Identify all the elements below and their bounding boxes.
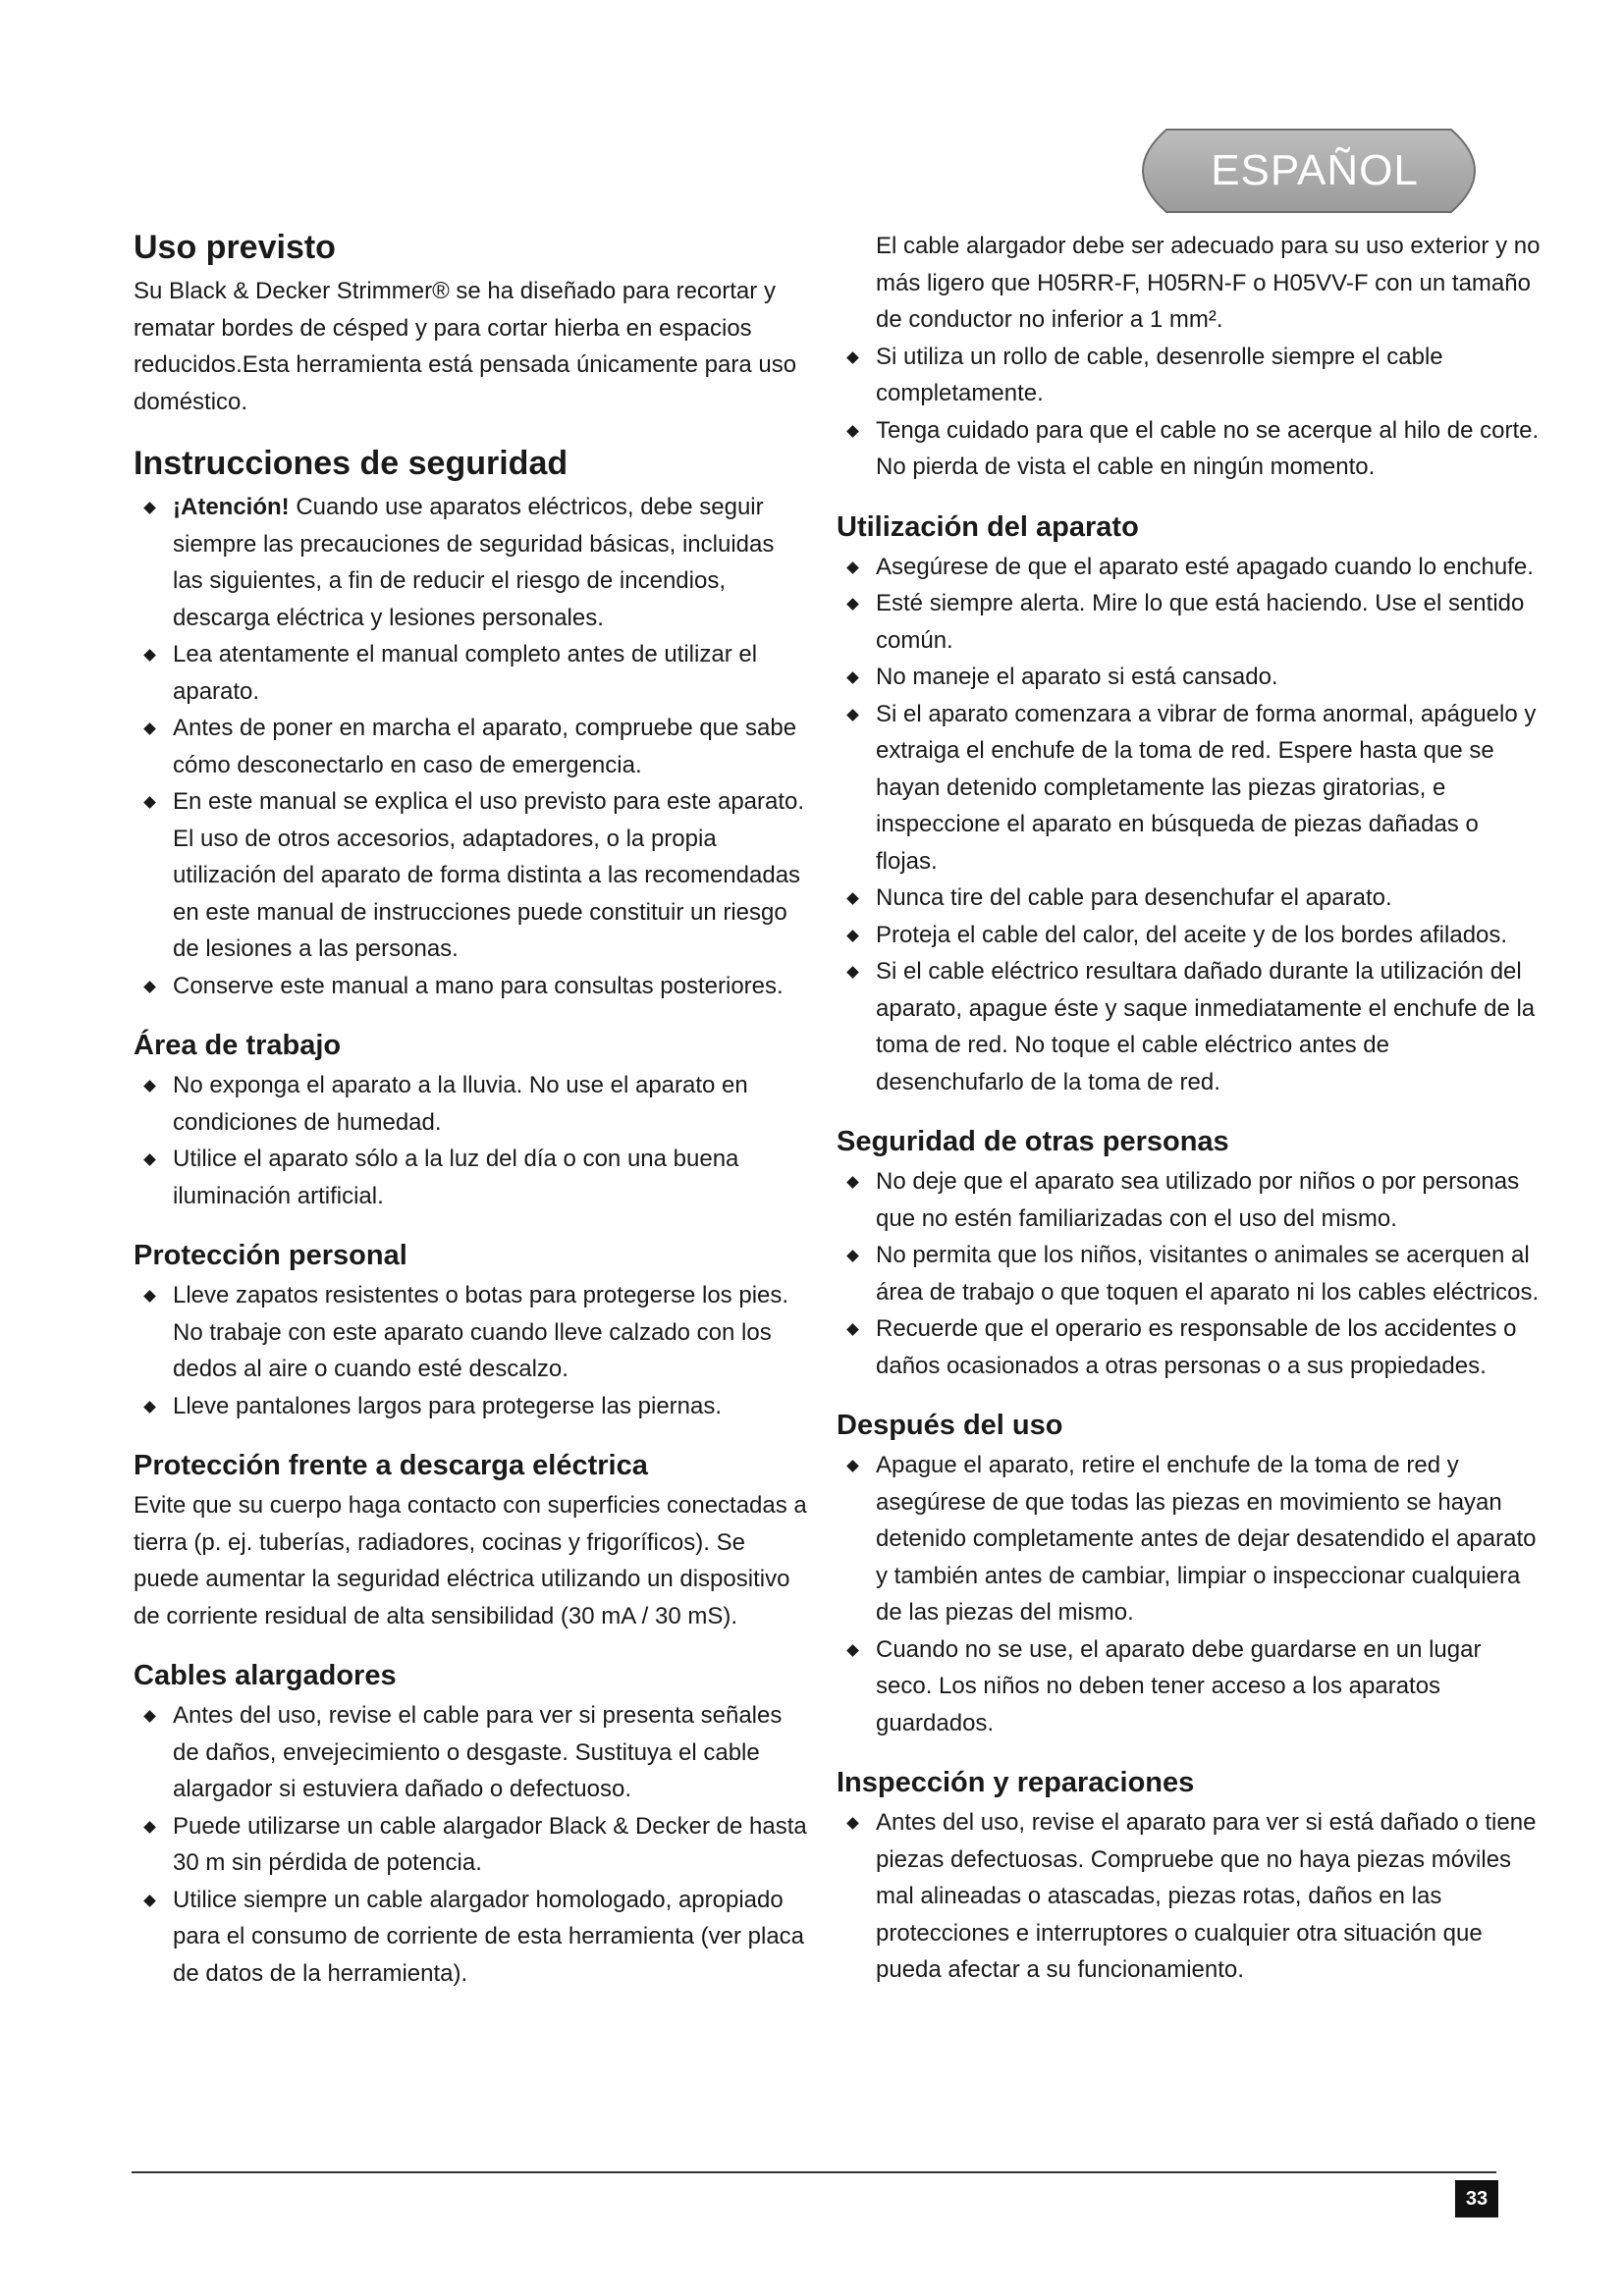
list-item-text: Lleve zapatos resistentes o botas para protegerse los pies. No trabaje con este aparato cuando lleve calzado con los dedos al aire o cuando esté descalzo. bbox=[173, 1282, 789, 1382]
section-title: Área de trabajo bbox=[134, 1030, 342, 1061]
bullet-diamond-icon bbox=[846, 709, 859, 721]
list-item-text: Lleve pantalones largos para protegerse las piernas. bbox=[173, 1392, 723, 1419]
bullet-diamond-icon bbox=[846, 1460, 859, 1472]
language-badge bbox=[1127, 126, 1502, 216]
bullet-diamond-icon bbox=[143, 981, 156, 993]
bullet-list bbox=[837, 549, 1543, 1101]
list-item bbox=[134, 710, 809, 783]
list-item bbox=[134, 1067, 809, 1141]
section-proteccion-personal bbox=[134, 1238, 809, 1424]
bullet-list bbox=[134, 1697, 809, 1992]
bullet-diamond-icon bbox=[846, 561, 859, 574]
list-item bbox=[134, 636, 809, 710]
page-number: 33 bbox=[1455, 2180, 1498, 2217]
bullet-list bbox=[837, 1447, 1543, 1741]
list-item bbox=[837, 1163, 1543, 1237]
section-title: Protección personal bbox=[134, 1240, 407, 1271]
bullet-diamond-icon bbox=[846, 1176, 859, 1189]
list-item-text: Lea atentamente el manual completo antes de utilizar el aparato. bbox=[173, 641, 758, 705]
bullet-diamond-icon bbox=[846, 892, 859, 905]
bullet-diamond-icon bbox=[143, 502, 156, 514]
bullet-diamond-icon bbox=[846, 966, 859, 979]
bullet-diamond-icon bbox=[143, 1401, 156, 1414]
list-item-text: Esté siempre alerta. Mire lo que está haciendo. Use el sentido común. bbox=[876, 590, 1525, 654]
section-otras-personas bbox=[837, 1124, 1543, 1384]
list-item bbox=[134, 1388, 809, 1425]
list-item bbox=[837, 549, 1543, 586]
section-text: Evite que su cuerpo haga contacto con superficies conectadas a tierra (p. ej. tuberías, radiadores, cocinas y frigoríficos). Se puede aumentar la seguridad eléctrica utilizando un dispositivo de corriente residual de alta sensibilidad (30 mA / 30 mS). bbox=[134, 1492, 807, 1629]
list-item-text: Recuerde que el operario es responsable de los accidentes o daños ocasionados a otras personas o a sus propiedades. bbox=[876, 1315, 1517, 1379]
list-item-text: Proteja el cable del calor, del aceite y de los bordes afilados. bbox=[876, 921, 1508, 948]
list-item bbox=[837, 585, 1543, 659]
list-item-text: No maneje el aparato si está cansado. bbox=[876, 664, 1278, 690]
bullet-diamond-icon bbox=[143, 722, 156, 735]
list-item bbox=[837, 880, 1543, 917]
list-item-text: En este manual se explica el uso previsto para este aparato. El uso de otros accesorios, adaptadores, o la propia utilización del aparato de forma distinta a las recomendadas en este manual de instrucciones puede constituir un riesgo de lesiones a las personas. bbox=[173, 788, 805, 962]
bullet-diamond-icon bbox=[846, 425, 859, 438]
list-item-text: Puede utilizarse un cable alargador Black & Decker de hasta 30 m sin pérdida de potencia. bbox=[173, 1812, 807, 1876]
section-despues-uso bbox=[837, 1408, 1543, 1741]
list-item-text: No permita que los niños, visitantes o animales se acerquen al área de trabajo o que toquen el aparato ni los cables eléctricos. bbox=[876, 1242, 1540, 1306]
list-item bbox=[837, 1310, 1543, 1384]
footer-divider bbox=[132, 2171, 1496, 2173]
bullet-diamond-icon bbox=[846, 671, 859, 684]
bullet-diamond-icon bbox=[846, 1644, 859, 1657]
list-item bbox=[837, 412, 1543, 486]
list-item bbox=[837, 1447, 1543, 1631]
list-item bbox=[134, 968, 809, 1005]
bullet-diamond-icon bbox=[143, 1710, 156, 1723]
list-item bbox=[837, 659, 1543, 696]
list-item bbox=[134, 1141, 809, 1214]
list-item-text: Conserve este manual a mano para consultas posteriores. bbox=[173, 972, 784, 999]
bullet-diamond-icon bbox=[846, 598, 859, 611]
list-item-text: Si el aparato comenzara a vibrar de forma anormal, apáguelo y extraiga el enchufe de la toma de red. Espere hasta que se hayan detenido completamente las piezas giratorias, e inspeccione el aparato en búsqueda de piezas dañadas o flojas. bbox=[876, 700, 1537, 875]
bullet-diamond-icon bbox=[846, 1250, 859, 1262]
section-descarga-electrica bbox=[134, 1448, 809, 1634]
list-item bbox=[837, 1804, 1543, 1989]
bullet-diamond-icon bbox=[143, 1290, 156, 1303]
bullet-diamond-icon bbox=[846, 351, 859, 364]
section-title: Seguridad de otras personas bbox=[837, 1126, 1229, 1157]
section-title: Instrucciones de seguridad bbox=[134, 445, 568, 482]
section-cables-continuacion bbox=[837, 228, 1543, 486]
bullet-diamond-icon bbox=[143, 1821, 156, 1834]
section-title: Después del uso bbox=[837, 1410, 1063, 1441]
section-text: El cable alargador debe ser adecuado para su uso exterior y no más ligero que H05RR-F, H05RN-F o H05VV-F con un tamaño de conductor no inferior a 1 mm². bbox=[876, 233, 1541, 333]
section-inspeccion-reparaciones bbox=[837, 1765, 1543, 1989]
list-item bbox=[837, 917, 1543, 954]
list-item bbox=[134, 1277, 809, 1388]
bullet-diamond-icon bbox=[846, 930, 859, 942]
list-item-text: No exponga el aparato a la lluvia. No use el aparato en condiciones de humedad. bbox=[173, 1072, 748, 1136]
bullet-list bbox=[134, 1067, 809, 1214]
bullet-list bbox=[837, 1804, 1543, 1989]
list-item bbox=[134, 489, 809, 636]
bullet-diamond-icon bbox=[143, 796, 156, 809]
list-item-text: Si utiliza un rollo de cable, desenrolle siempre el cable completamente. bbox=[876, 343, 1443, 406]
section-utilizacion-aparato bbox=[837, 509, 1543, 1101]
section-instrucciones-seguridad bbox=[134, 444, 809, 1004]
section-title: Uso previsto bbox=[134, 229, 336, 266]
left-column bbox=[134, 228, 809, 2015]
list-item-text: Si el cable eléctrico resultara dañado durante la utilización del aparato, apague éste y saque inmediatamente el enchufe de la toma de red. No toque el cable eléctrico antes de desenchufarlo de la toma de red. bbox=[876, 958, 1536, 1095]
list-item-text: Utilice el aparato sólo a la luz del día o con una buena iluminación artificial. bbox=[173, 1146, 739, 1209]
bullet-diamond-icon bbox=[143, 1080, 156, 1093]
list-item bbox=[134, 1882, 809, 1993]
right-column bbox=[837, 228, 1543, 2012]
bullet-diamond-icon bbox=[143, 649, 156, 662]
section-text: Su Black & Decker Strimmer® se ha diseñado para recortar y rematar bordes de césped y para cortar hierba en espacios reducidos.Esta herramienta está pensada únicamente para uso doméstico. bbox=[134, 278, 797, 415]
bullet-list bbox=[134, 489, 809, 1004]
bullet-diamond-icon bbox=[846, 1817, 859, 1830]
warning-label: ¡Atención! bbox=[173, 494, 290, 520]
list-item-text: No deje que el aparato sea utilizado por niños o por personas que no estén familiarizadas con el uso del mismo. bbox=[876, 1168, 1520, 1232]
list-item-text: Apague el aparato, retire el enchufe de la toma de red y asegúrese de que todas las piezas en movimiento se hayan detenido completamente antes de dejar desatendido el aparato y también antes de cambiar, limpiar o inspeccionar cualquiera de las piezas del mismo. bbox=[876, 1452, 1537, 1626]
bullet-diamond-icon bbox=[143, 1895, 156, 1907]
bullet-diamond-icon bbox=[846, 1323, 859, 1336]
bullet-list bbox=[837, 1163, 1543, 1384]
list-item-text: Antes de poner en marcha el aparato, compruebe que sabe cómo desconectarlo en caso de emergencia. bbox=[173, 715, 797, 778]
list-item-text: Tenga cuidado para que el cable no se acerque al hilo de corte. No pierda de vista el cable en ningún momento. bbox=[876, 416, 1540, 480]
list-item bbox=[837, 1237, 1543, 1310]
section-uso-previsto bbox=[134, 228, 809, 420]
list-item-text: Nunca tire del cable para desenchufar el aparato. bbox=[876, 884, 1392, 911]
list-item-text: Asegúrese de que el aparato esté apagado cuando lo enchufe. bbox=[876, 553, 1534, 580]
section-title: Inspección y reparaciones bbox=[837, 1767, 1195, 1798]
list-item bbox=[837, 339, 1543, 412]
language-label: ESPAÑOL bbox=[1211, 146, 1419, 194]
section-title: Utilización del aparato bbox=[837, 510, 1139, 543]
list-item-text: Antes del uso, revise el cable para ver si presenta señales de daños, envejecimiento o desgaste. Sustituya el cable alargador si estuviera dañado o defectuoso. bbox=[173, 1702, 783, 1802]
section-cables-alargadores bbox=[134, 1658, 809, 1992]
list-item-text: Cuando use aparatos eléctricos, debe seguir siempre las precauciones de seguridad básicas, incluidas las siguientes, a fin de reducir el riesgo de incendios, descarga eléctrica y lesiones personales. bbox=[173, 494, 775, 631]
bullet-diamond-icon bbox=[143, 1153, 156, 1166]
section-area-trabajo bbox=[134, 1028, 809, 1214]
list-item bbox=[134, 1808, 809, 1882]
section-title: Cables alargadores bbox=[134, 1660, 397, 1691]
bullet-list bbox=[837, 339, 1543, 486]
bullet-list bbox=[134, 1277, 809, 1424]
section-title: Protección frente a descarga eléctrica bbox=[134, 1450, 648, 1481]
list-item-text: Antes del uso, revise el aparato para ver si está dañado o tiene piezas defectuosas. Compruebe que no haya piezas móviles mal alineadas o atascadas, piezas rotas, daños en las protecciones e interruptores o cualquier otra situación que pueda afectar a su funcionamiento. bbox=[876, 1809, 1537, 1983]
list-item bbox=[837, 696, 1543, 881]
list-item bbox=[837, 1631, 1543, 1742]
list-item bbox=[134, 1697, 809, 1808]
list-item bbox=[837, 953, 1543, 1100]
list-item-text: Cuando no se use, el aparato debe guardarse en un lugar seco. Los niños no deben tener acceso a los aparatos guardados. bbox=[876, 1635, 1482, 1736]
list-item bbox=[134, 783, 809, 968]
list-item-text: Utilice siempre un cable alargador homologado, apropiado para el consumo de corriente de esta herramienta (ver placa de datos de la herramienta). bbox=[173, 1886, 805, 1987]
